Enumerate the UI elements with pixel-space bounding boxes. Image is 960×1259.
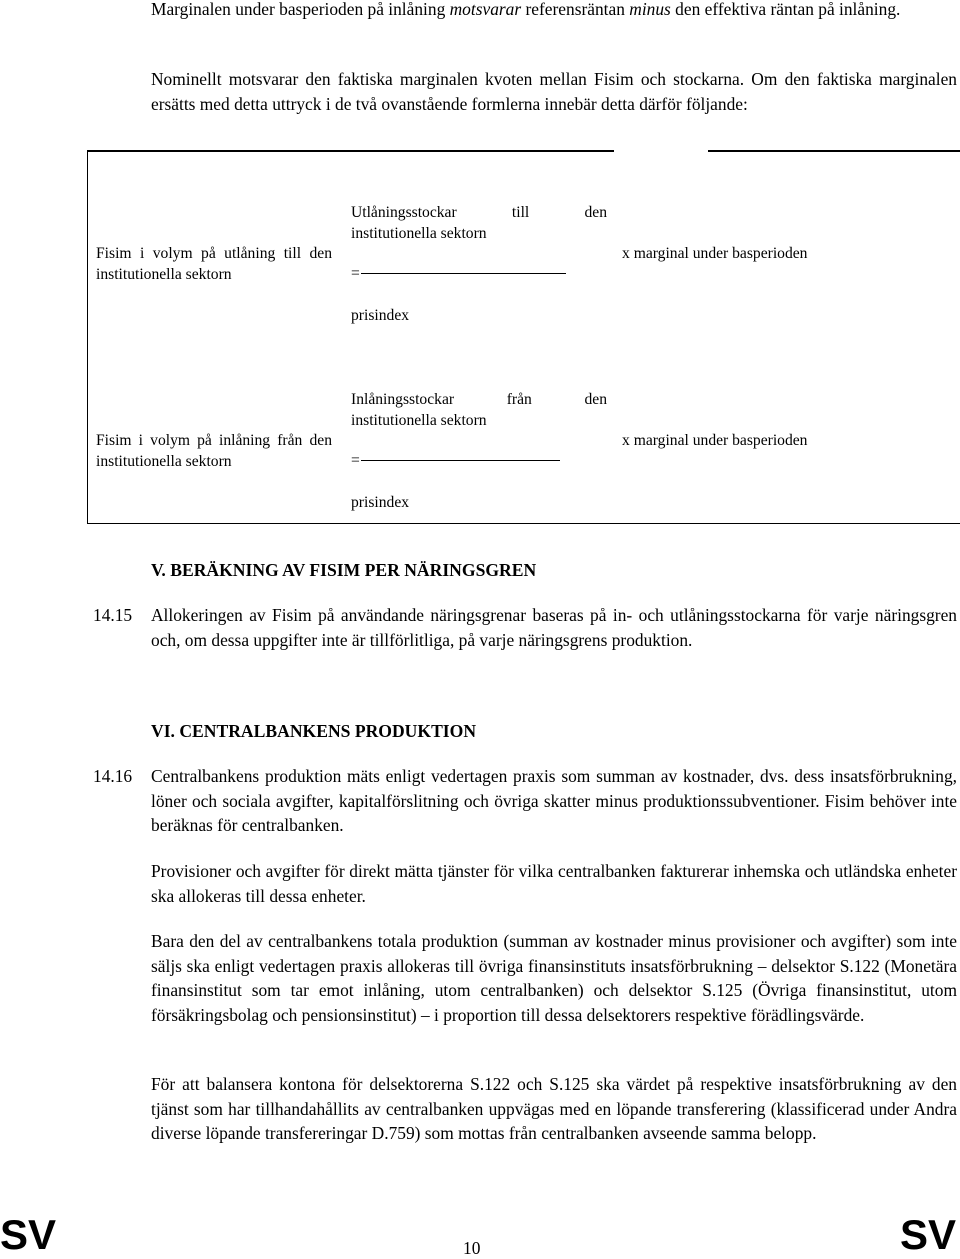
section-5-item-text-content: Allokeringen av Fisim på användande näringsgrenar baseras på in- och utlåningsstockarna för varje näringsgren och, om dessa uppgifter inte är tillförlitliga, på varje näringsgrens produktion.	[151, 605, 957, 650]
section-6-paragraph-3-text: Bara den del av centralbankens totala produktion (summan av kostnader minus provisioner och avgifter) som inte säljs ska enligt vedertagen praxis allokeras till övriga finansinstituts insatsförbrukning – delsektor S.122 (Monetära finansinstitut som tar emot inlåning, utom centralbanken) och delsektor S.125 (Övriga finansinstitut, utom försäkringsbolag och pensionsinstitut) – i proportion till dessa delsektorers respektive förädlingsvärde.	[151, 931, 957, 1025]
section-6-paragraph-2-text: Provisioner och avgifter för direkt mätta tjänster för vilka centralbanken fakturerar inhemska och utländska enheter ska allokeras till dessa enheter.	[151, 861, 957, 906]
section-5-item-number: 14.15	[93, 605, 133, 625]
section-6-item-text-content: Centralbankens produktion mäts enligt vedertagen praxis som summan av kostnader, dvs. dess insatsförbrukning, löner och sociala avgifter, kapitalförslitning och övriga skatter minus produktionssubventioner. Fisim behöver inte beräknas för centralbanken.	[151, 766, 957, 835]
intro-paragraph-2-text: Nominellt motsvarar den faktiska marginalen kvoten mellan Fisim och stockarna. Om den faktiska marginalen ersätts med detta uttryck i de två ovanstående formlerna innebär detta därför följande:	[151, 69, 957, 114]
formula-1-fraction-line	[361, 273, 566, 274]
section-6-paragraph-4	[151, 1072, 957, 1146]
formula-1-denominator: prisindex	[351, 307, 410, 324]
formula-1-numerator-line-1: Utlåningsstockar till den	[351, 204, 607, 221]
section-6-paragraph-3	[151, 929, 957, 1027]
formula-2-rhs: x marginal under basperioden	[622, 432, 808, 449]
footer-language-code-right: SV	[899, 1211, 956, 1258]
formula-2-equals: =	[351, 452, 360, 469]
formula-2-lhs: Fisim i volym på inlåning från den institutionella sektorn	[96, 432, 332, 470]
footer-language-code-left: SV	[0, 1211, 57, 1258]
formula-box-top-border-right	[708, 150, 960, 152]
footer-page-number: 10	[463, 1238, 481, 1258]
formula-2-numerator	[351, 390, 607, 431]
section-5-heading: V. BERÄKNING AV FISIM PER NÄRINGSGREN	[151, 560, 537, 580]
intro-paragraph-2	[151, 67, 957, 116]
intro-paragraph-1	[151, 0, 957, 22]
formula-box-top-border-left	[88, 150, 614, 152]
formula-1-equals: =	[351, 265, 360, 282]
formula-2-numerator-line-1: Inlåningsstockar från den	[351, 391, 607, 408]
section-6-paragraph-2	[151, 859, 957, 908]
formula-1-numerator-line-2: institutionella sektorn	[351, 224, 487, 242]
formula-2-fraction-line	[361, 460, 560, 461]
section-6-paragraph-4-text: För att balansera kontona för delsektorerna S.122 och S.125 ska värdet på respektive insatsförbrukning av den tjänst som har tillhandahållits av centralbanken uppvägas med en löpande transferering (klassificerad under Andra diverse löpande transfereringar D.759) som mottas från centralbanken avseende samma belopp.	[151, 1074, 957, 1143]
intro-paragraph-1-text: Marginalen under basperioden på inlåning motsvarar referensräntan minus den effektiva räntan på inlåning.	[151, 0, 901, 19]
section-5-item-text	[151, 603, 957, 652]
formula-1-lhs: Fisim i volym på utlåning till den institutionella sektorn	[96, 245, 332, 283]
formula-2-numerator-line-2: institutionella sektorn	[351, 411, 487, 429]
formula-1-rhs: x marginal under basperioden	[622, 245, 808, 262]
section-6-item-number: 14.16	[93, 766, 133, 786]
formula-2-denominator: prisindex	[351, 494, 410, 511]
formula-1-numerator	[351, 203, 607, 244]
section-6-heading: VI. CENTRALBANKENS PRODUKTION	[151, 721, 477, 741]
section-6-item-text	[151, 764, 957, 838]
